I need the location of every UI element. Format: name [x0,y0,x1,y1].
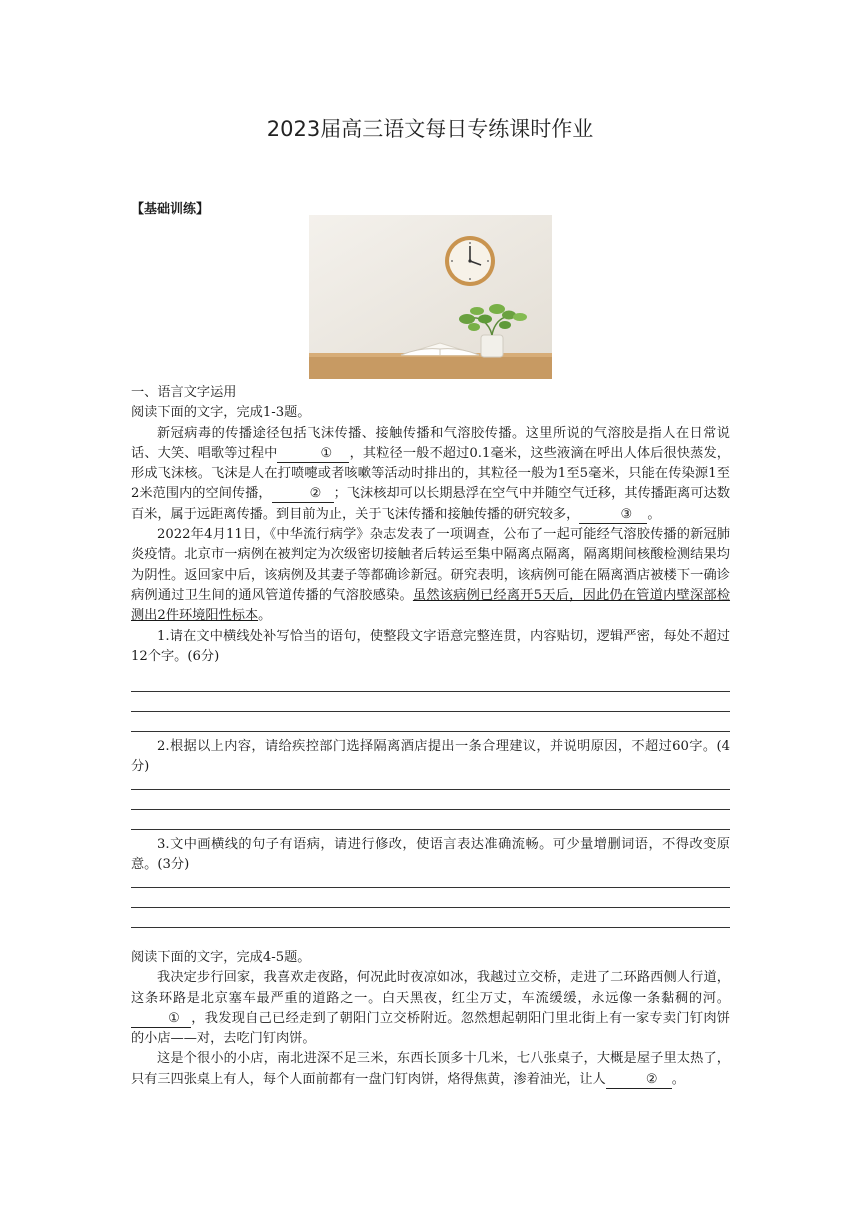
underlined-sentence: 虽然该病例已经离开5天后，因此仍在管道内壁深部检测出2件环境阳性标本 [131,587,731,624]
answer-line[interactable] [131,927,730,928]
answer-line[interactable] [131,731,730,732]
answer-line[interactable] [131,887,730,888]
part2-text [131,948,730,1090]
question-3: 3.文中画横线的句子有语病，请进行修改，使语言表达准确流畅。可少量增删词语，不得改变原意。(3分) [131,837,730,873]
answer-line[interactable] [131,789,730,790]
answer-blank-4[interactable]: ① [131,1011,191,1028]
question-3-block [131,835,730,876]
part1-paragraph-1: 新冠病毒的传播途径包括飞沫传播、接触传播和气溶胶传播。这里所说的气溶胶是指人在日常说话、大笑、唱歌等过程中 ① ，其粒径一般不超过0.1毫米，这些液滴在呼出人体后很快蒸发，形成飞沫核。飞沫是人在打喷嚏或者咳嗽等活动时排出的，其粒径一般为1至5毫米，只能在传染源1至2米范围内的空间传播， ② ；飞沫核却可以长期悬浮在空气中并随空气迁移，其传播距离可达数百米，属于远距离传播。到目前为止，关于飞沫传播和接触传播的研究较多， ③ 。 [131,425,731,522]
question-2: 2.根据以上内容，请给疾控部门选择隔离酒店提出一条合理建议，并说明原因，不超过60字。(4分) [131,739,730,775]
answer-line[interactable] [131,711,730,712]
part2-paragraph-2: 这是个很小的小店，南北进深不足三米，东西长顶多十几米，七八张桌子，大概是屋子里太热了，只有三四张桌上有人，每个人面前都有一盘门钉肉饼，烙得焦黄，渗着油光，让人 ② 。 [131,1051,730,1087]
question-2-block [131,737,730,778]
section-label: 【基础训练】 [131,202,210,217]
answer-line[interactable] [131,829,730,830]
answer-blank-2[interactable]: ② [272,486,334,503]
part1-heading: 一、语言文字运用 [131,385,237,400]
part1-paragraph-2: 2022年4月11日，《中华流行病学》杂志发表了一项调查，公布了一起可能经气溶胶传播的新冠肺炎疫情。北京市一病例在被判定为次级密切接触者后转运至集中隔离点隔离，隔离期间核酸检测结果均为阴性。返回家中后，该病例及其妻子等都确诊新冠。研究表明，该病例可能在隔离酒店被楼下一确诊病例通过卫生间的通风管道传播的气溶胶感染。虽然该病例已经离开5天后，因此仍在管道内壁深部检测出2件环境阳性标本。 [131,527,731,624]
page-title: 2023届高三语文每日专练课时作业 [266,117,594,141]
part1-text [131,383,730,667]
answer-line[interactable] [131,907,730,908]
answer-blank-3[interactable]: ③ [579,507,647,524]
part2-paragraph-1: 我决定步行回家，我喜欢走夜路，何况此时夜凉如冰，我越过立交桥，走进了二环路西侧人行道，这条环路是北京塞车最严重的道路之一。白天黑夜，红尘万丈，车流缓缓，永远像一条黏稠的河。① ，我发现自己已经走到了朝阳门立交桥附近。忽然想起朝阳门里北街上有一家专卖门钉肉饼的小店——对，去吃门钉肉饼。 [131,970,730,1047]
answer-blank-1[interactable]: ① [277,446,349,463]
part2-instruction: 阅读下面的文字，完成4-5题。 [131,950,311,965]
clock-icon [445,236,495,286]
part1-instruction: 阅读下面的文字，完成1-3题。 [131,405,311,421]
answer-line[interactable] [131,809,730,810]
answer-blank-5[interactable]: ② [606,1072,672,1089]
clock-plant-book-image [309,215,552,379]
question-1: 1.请在文中横线处补写恰当的语句，使整段文字语意完整连贯，内容贴切，逻辑严密，每处不超过12个字。(6分) [131,628,730,664]
answer-line[interactable] [131,691,730,692]
